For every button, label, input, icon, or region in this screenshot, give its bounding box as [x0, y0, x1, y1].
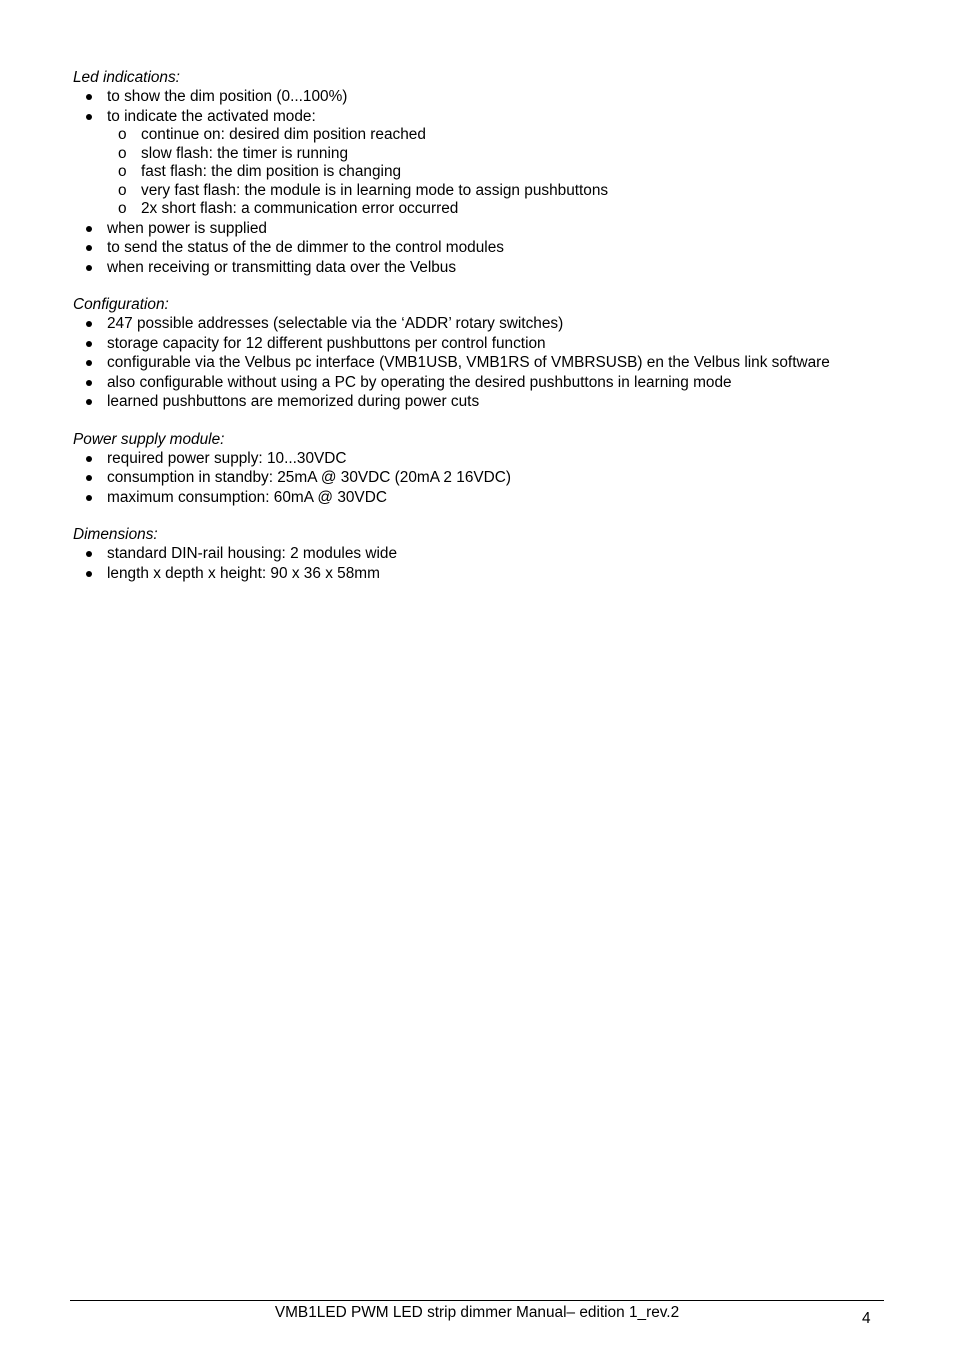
list-item-text: 247 possible addresses (selectable via the ‘ADDR’ rotary switches) [107, 315, 564, 333]
page-number: 4 [862, 1310, 871, 1327]
section-heading: Led indications: [73, 69, 180, 86]
sub-list-item-text: 2x short flash: a communication error occurred [141, 200, 459, 218]
bullet-icon [86, 380, 92, 386]
footer-divider [70, 1300, 884, 1301]
list-item-text: when power is supplied [107, 219, 267, 237]
section-dimensions [73, 525, 913, 583]
list-item [73, 564, 913, 584]
section-heading: Configuration: [73, 296, 169, 314]
bullet-list [73, 87, 913, 277]
list-item [73, 238, 913, 258]
list-item [73, 392, 913, 412]
sub-list-item-text: fast flash: the dim position is changing [141, 163, 402, 181]
list-item [73, 488, 913, 508]
bullet-icon [86, 114, 92, 120]
bullet-list [73, 449, 913, 508]
section-led-indications [73, 68, 913, 277]
sub-list-item-text: very fast flash: the module is in learning mode to assign pushbuttons [141, 181, 609, 199]
list-item-text: learned pushbuttons are memorized during power cuts [107, 393, 480, 411]
bullet-icon [86, 456, 92, 462]
bullet-icon [86, 341, 92, 347]
sub-list-item [107, 200, 913, 219]
list-item-text: standard DIN-rail housing: 2 modules wide [107, 545, 398, 563]
bullet-icon [86, 571, 92, 577]
list-item-text: storage capacity for 12 different pushbuttons per control function [107, 334, 546, 352]
circle-bullet-icon: o [118, 144, 127, 162]
list-item [73, 87, 913, 107]
sub-list [107, 126, 913, 219]
list-item-text: maximum consumption: 60mA @ 30VDC [107, 488, 387, 506]
list-item-text: length x depth x height: 90 x 36 x 58mm [107, 564, 380, 582]
sub-list-item [107, 163, 913, 182]
list-item-text: required power supply: 10...30VDC [107, 449, 347, 467]
sub-list-item [107, 145, 913, 164]
bullet-icon [86, 94, 92, 100]
bullet-icon [86, 245, 92, 251]
list-item [73, 219, 913, 239]
section-configuration [73, 295, 913, 412]
bullet-icon [86, 495, 92, 501]
list-item-text: configurable via the Velbus pc interface (VMB1USB, VMB1RS of VMBRSUSB) en the Velbus link software [107, 354, 830, 372]
list-item [73, 258, 913, 278]
bullet-list [73, 544, 913, 583]
bullet-icon [86, 226, 92, 232]
circle-bullet-icon: o [118, 163, 127, 181]
bullet-icon [86, 551, 92, 557]
sub-list-item-text: slow flash: the timer is running [141, 144, 349, 162]
list-item-text: consumption in standby: 25mA @ 30VDC (20mA 2 16VDC) [107, 469, 512, 487]
bullet-list [73, 314, 913, 412]
section-heading: Power supply module: [73, 430, 225, 448]
bullet-icon [86, 360, 92, 366]
list-item-text: when receiving or transmitting data over the Velbus [107, 258, 457, 276]
list-item [73, 373, 913, 393]
list-item [73, 314, 913, 334]
list-item [73, 334, 913, 354]
bullet-icon [86, 475, 92, 481]
section-heading: Dimensions: [73, 526, 158, 544]
circle-bullet-icon: o [118, 126, 127, 143]
list-item [73, 468, 913, 488]
bullet-icon [86, 399, 92, 405]
bullet-icon [86, 265, 92, 271]
bullet-icon [86, 321, 92, 327]
list-item [73, 353, 913, 373]
circle-bullet-icon: o [118, 200, 127, 218]
list-item [73, 449, 913, 469]
list-item [73, 107, 913, 219]
footer-title: VMB1LED PWM LED strip dimmer Manual– edition 1_rev.2 [274, 1304, 680, 1321]
sub-list-item-text: continue on: desired dim position reached [141, 126, 426, 143]
sub-list-item [107, 126, 913, 145]
list-item-text: to show the dim position (0...100%) [107, 88, 348, 105]
section-power-supply [73, 430, 913, 508]
list-item-text: to send the status of the de dimmer to the control modules [107, 239, 504, 257]
document-body [73, 68, 913, 601]
circle-bullet-icon: o [118, 181, 127, 199]
list-item [73, 544, 913, 564]
list-item-text: to indicate the activated mode: [107, 107, 316, 125]
list-item-text: also configurable without using a PC by operating the desired pushbuttons in learning mode [107, 373, 732, 391]
sub-list-item [107, 182, 913, 201]
